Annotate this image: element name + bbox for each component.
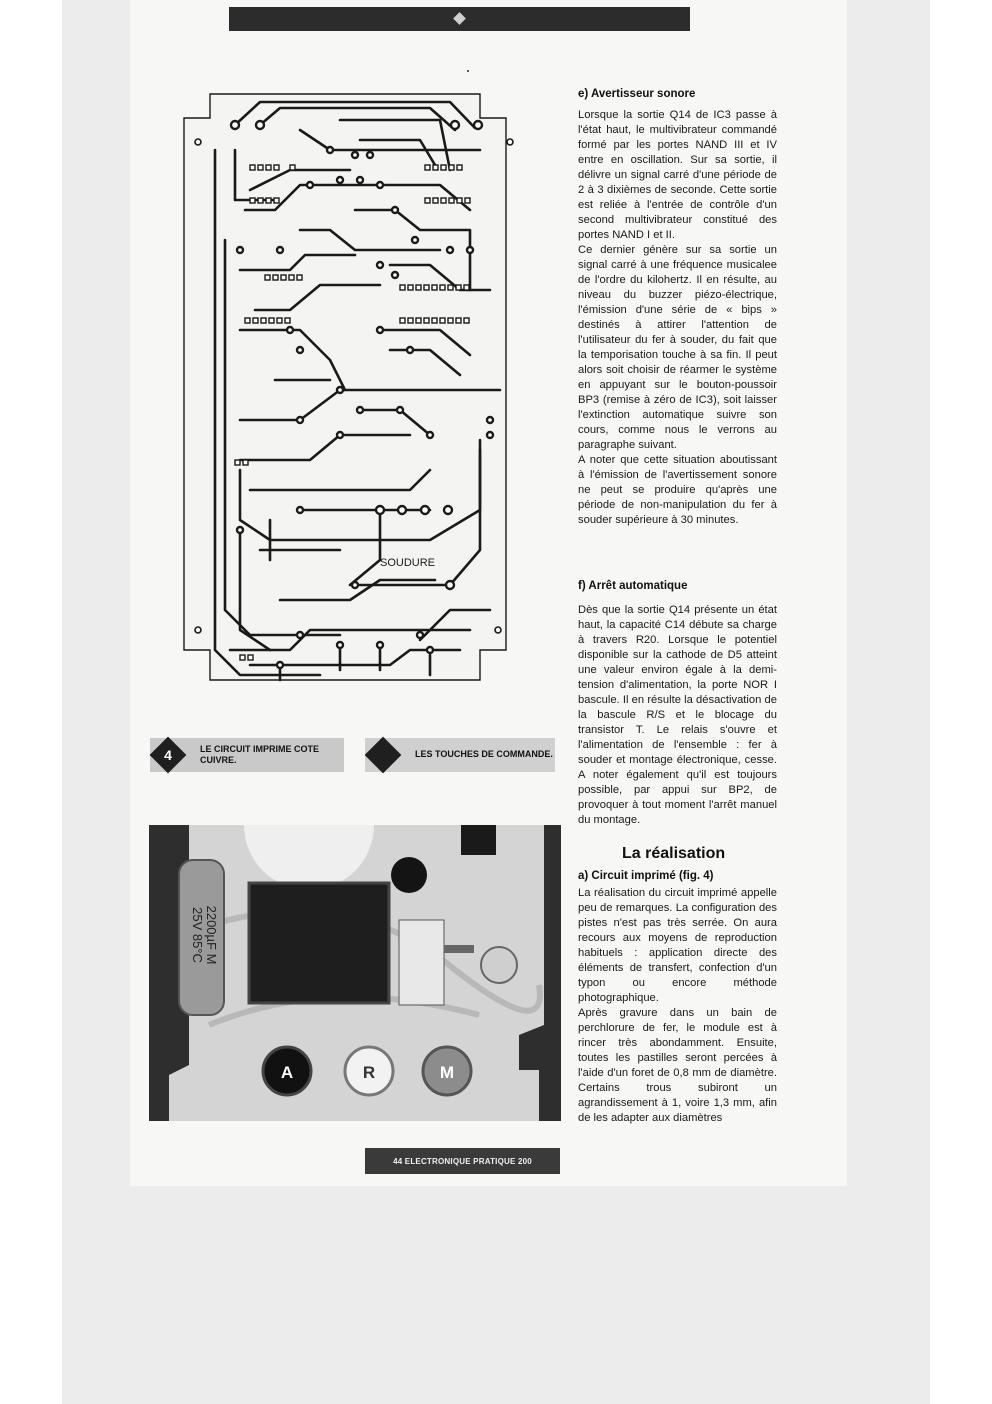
module-photo-drawing xyxy=(149,825,561,1121)
transformer xyxy=(249,883,389,1003)
paragraph: Ce dernier génère sur sa sortie un signal carré à une fréquence musicalee de l'ordre du kilohertz. Il en résulte, au niveau du buzzer piézo-électrique, l'émission d'une série de « bips » destinés à attirer l'attention de l'utilisateur du fer à souder, du fait que la temporisation touche à sa fin. Il peut alors soit choisir de réarmer le système en appuyant sur le bouton-poussoir BP3 (remise à zéro de IC3), soit laisser l'extinction automatique suivre son cours, comme nous le verrons au paragraphe suivant. xyxy=(578,244,777,451)
section-e-title: e) Avertisseur sonore xyxy=(578,88,696,100)
button-label-r: R xyxy=(362,1063,376,1082)
inductor xyxy=(391,857,427,893)
capacitor-marking: 2200µF M xyxy=(204,905,219,965)
realisation-title: La réalisation xyxy=(622,845,726,862)
paragraph: A noter que cette situation aboutissant à l'émission de l'avertissement sonore ne peut se produire qu'après une période de non-manipulation du fer à souder supérieure à 30 minutes. xyxy=(578,454,777,526)
speck xyxy=(467,70,469,72)
regulator xyxy=(461,825,496,855)
caption-diamond-icon xyxy=(365,737,402,774)
paragraph: Dès que la sortie Q14 présente un état haut, la capacité C14 débute sa charge à travers R20. Lorsque le potentiel disponible sur la cathode de D5 atteint une valeur environ égale à la demi-tension d'alimentation, la porte NOR I bascule. Il en résulte la désactivation de la bascule R/S et le blocage du transistor T. Le relais s'ouvre et l'alimentation de l'ensemble : fer à souder et montage électronique, cesse. A noter également qu'il est toujours possible, par appui sur BP2, de provoquer à tout moment l'arrêt manuel du montage. xyxy=(578,604,777,826)
section-f-body xyxy=(578,603,777,828)
paragraph: Lorsque la sortie Q14 de IC3 passe à l'état haut, le multivibrateur commandé formé par les portes NAND III et IV entre en oscillation. Sur sa sortie, il délivre un signal carré d'une période de 2 à 3 dixièmes de seconde. Cette sortie est reliée à l'entrée de contrôle d'un second multivibrateur constitué des portes NAND I et II. xyxy=(578,109,777,241)
fig4-caption xyxy=(150,738,344,772)
relay xyxy=(399,920,444,1005)
header-ornament-icon xyxy=(453,12,466,25)
pcb-figure xyxy=(180,90,525,685)
realisation-body xyxy=(578,886,777,1126)
pcb-drawing xyxy=(180,90,525,685)
small-capacitor xyxy=(481,947,517,983)
page-footer: 44 ELECTRONIQUE PRATIQUE 200 xyxy=(365,1148,560,1174)
fig5-caption-text: LES TOUCHES DE COMMANDE. xyxy=(415,749,553,759)
fig4-caption-text: LE CIRCUIT IMPRIME COTE CUIVRE. xyxy=(200,744,319,765)
section-f-title: f) Arrêt automatique xyxy=(578,580,688,592)
paragraph: La réalisation du circuit imprimé appelle peu de remarques. La configuration des pistes n'est pas très serrée. On aura recours aux moyens de reproduction habituels : application directe des éléments de transfert, confection d'un typon ou encore méthode photographique. xyxy=(578,887,777,1004)
fig5-caption xyxy=(365,738,555,772)
section-e-body xyxy=(578,108,777,528)
fig4-number: 4 xyxy=(164,747,172,763)
module-photo xyxy=(149,825,561,1121)
capacitor-marking: 25V 85°C xyxy=(190,907,205,963)
paragraph: Après gravure dans un bain de perchlorure de fer, le module est à rincer très abondamment. Ensuite, toutes les pastilles seront percées à l'aide d'un foret de 0,8 mm de diamètre. Certains trous subiront un agrandissement à 1, voire 1,3 mm, afin de les adapter aux diamètres xyxy=(578,1007,777,1124)
button-label-a: A xyxy=(280,1063,294,1082)
button-label-m: M xyxy=(439,1063,455,1082)
realisation-subtitle: a) Circuit imprimé (fig. 4) xyxy=(578,870,714,882)
pcb-label: SOUDURE xyxy=(380,557,436,569)
header-bar xyxy=(229,7,690,31)
board-outline xyxy=(184,94,506,680)
